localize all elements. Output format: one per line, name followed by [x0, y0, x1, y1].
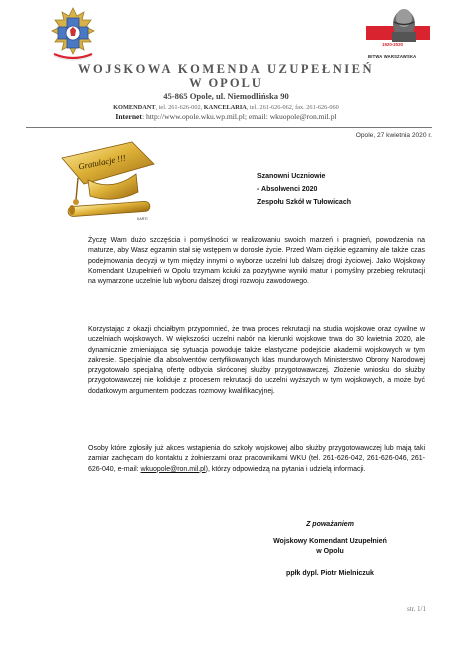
paragraph-recruitment: Korzystając z okazji chciałbym przypomnieć, że trwa proces rekrutacji na studia wojskowe oraz cywilne w uczelniach wojskowych. W większości uczelni nabór na kierunki wojskowe trwa do 30 kwietnia 2020, ale dynamicznie zmieniająca się sytuacja powoduje także elastyczne podejście akademii wojskowych w tym zakresie. Specjalnie dla absolwentów certyfikowanych klas mundurowych Ministerstwo Obrony Narodowej przygotowało specjalną ofertę odbycia skróconej służby przygotowawczej. Złożenie wniosku do służby przygotowawczej nie koliduje z procesem rekrutacji do uczelni wyższych w tym wojskowych, a może być dodatkowym argumentem podczas rozmowy kwalifikacyjnej.	[88, 326, 425, 395]
office-city: W OPOLU	[189, 76, 263, 90]
komendant-phone: , tel. 261-626-002,	[155, 104, 203, 111]
letter-date: Opole, 27 kwietnia 2020 r.	[355, 132, 432, 139]
closing-regards: Z poważaniem	[306, 521, 354, 528]
greeting-line-1: Szanowni Uczniowie	[257, 173, 326, 180]
office-internet	[60, 112, 392, 121]
office-address: 45-865 Opole, ul. Niemodlińska 90	[163, 91, 289, 101]
congratulations-label: Gratulacje !!!	[77, 152, 127, 172]
internet-label: Internet	[115, 112, 142, 121]
graduation-cap-diploma-icon	[58, 140, 156, 224]
signatory-role-city: w Opolu	[316, 548, 344, 555]
komendant-label: KOMENDANT	[113, 104, 156, 111]
kancelaria-phone: , tel. 261-626-062, fax. 261-626-060	[246, 104, 339, 111]
military-cross-emblem-icon	[44, 6, 102, 64]
kancelaria-label: KANCELARIA	[203, 104, 247, 111]
office-phones	[60, 104, 392, 111]
signatory-role: Wojskowy Komendant Uzupełnień	[273, 538, 387, 545]
logo-years: 1920-2020	[382, 42, 403, 47]
header-divider	[26, 127, 432, 128]
paragraph-wishes: Życzę Wam dużo szczęścia i pomyślności w realizowaniu swoich marzeń i pragnień, powodzenia na maturze, aby Wasz egzamin stał się wstępem w dorosłe życie. Przed Wam ciężkie egzaminy ale także czas podejmowania decyzji w tym między innymi o wyborze uczelni lub dalszej drogi życiowej. Jako Wojskowy Komendant Uzupełnień w Opolu trzymam kciuki za pozytywne wyniki matur i pomyślny przebieg rekrutacji na wymarzone uczelnie lub wyboru dalszej drogi rozwoju zawodowego.	[88, 237, 425, 286]
greeting-line-2: - Absolwenci 2020	[257, 186, 318, 193]
internet-contacts: : http://www.opole.wku.wp.mil.pl; email: wkuopole@ron.mil.pl	[141, 112, 337, 121]
signatory-name: ppłk dypl. Piotr Mielniczuk	[286, 570, 374, 577]
greeting-line-3: Zespołu Szkół w Tułowicach	[257, 199, 351, 206]
contact-text-after: ), którzy odpowiedzą na pytania i udzielą informacji.	[205, 465, 366, 473]
greeting-block	[257, 170, 351, 209]
contact-email-link[interactable]: wkuopole@ron.mil.pl	[140, 465, 206, 473]
contact-text-before: Osoby które zgłosiły już akces wstąpienia do szkoły wojskowej albo służby przygotowawczej lub mają taki zamiar zachęcam do kontaktu z żołnierzami oraz pracownikami WKU (tel. 261-626-042, 261-626-046, 261-626-040, e-mail:	[88, 445, 425, 473]
artist-mark: KARTI	[137, 217, 148, 221]
logo-caption: BITWA WARSZAWSKA	[368, 54, 417, 59]
page-number: str. 1/1	[406, 605, 426, 613]
paragraph-contact	[88, 444, 425, 475]
office-title: WOJSKOWA KOMENDA UZUPEŁNIEŃ	[77, 62, 374, 76]
